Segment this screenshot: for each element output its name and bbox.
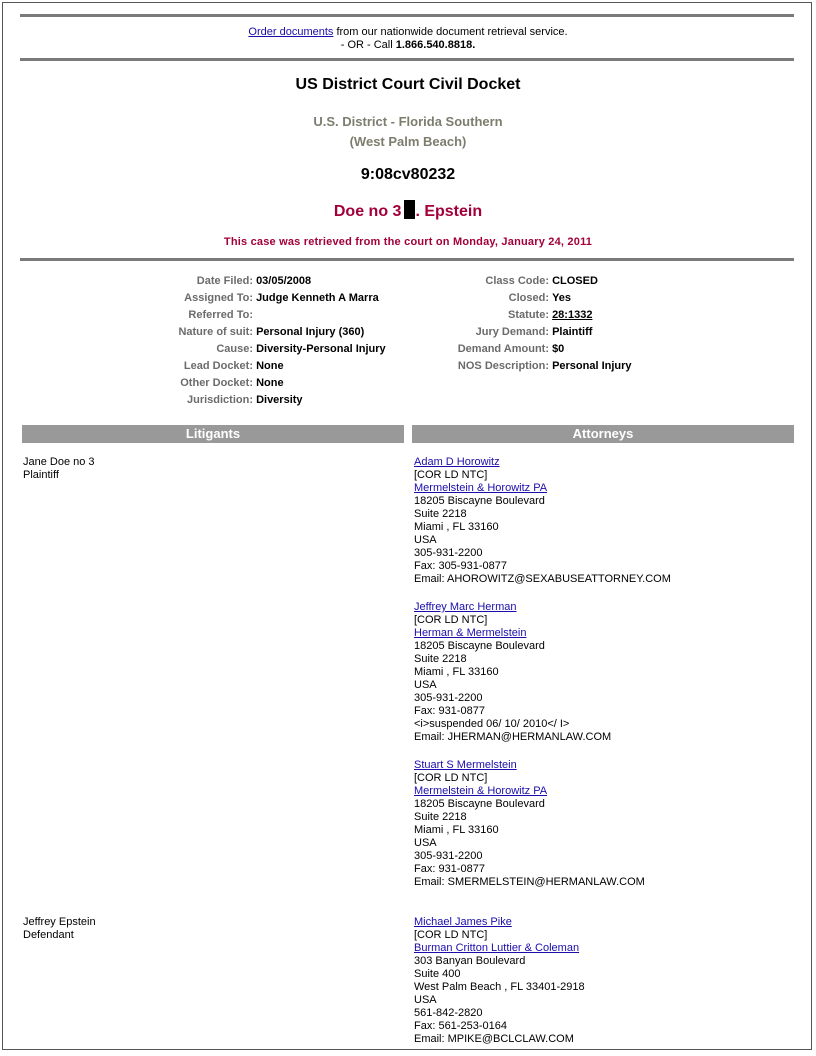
attorney-suite: Suite 400 [414, 968, 461, 980]
court-line-1: U.S. District - Florida Southern [313, 114, 503, 129]
litigant-plaintiff [23, 456, 95, 482]
case-name-after: . Epstein [415, 203, 483, 220]
attorney-email: Email: AHOROWITZ@SEXABUSEATTORNEY.COM [414, 573, 671, 585]
case-info-right [430, 273, 632, 375]
info-value: Personal Injury (360) [256, 326, 365, 338]
attorney-email: Email: MPIKE@BCLCLAW.COM [414, 1033, 574, 1045]
info-label: Other Docket: [180, 377, 253, 389]
attorney-city: West Palm Beach , FL 33401-2918 [414, 981, 585, 993]
attorney-name-link[interactable]: Adam D Horowitz [414, 456, 500, 468]
litigant-defendant [23, 916, 96, 942]
info-value: Judge Kenneth A Marra [256, 292, 379, 304]
info-row-date-filed [150, 273, 386, 290]
info-row-jury-demand [430, 324, 632, 341]
info-row-cause [150, 341, 386, 358]
attorney-block [414, 456, 671, 586]
info-value: Diversity-Personal Injury [256, 343, 386, 355]
attorney-city: Miami , FL 33160 [414, 824, 499, 836]
attorney-address: 18205 Biscayne Boulevard [414, 495, 545, 507]
attorney-name-link[interactable]: Jeffrey Marc Herman [414, 601, 517, 613]
info-value: Personal Injury [552, 360, 632, 372]
info-row-demand-amount [430, 341, 632, 358]
attorney-phone: 305-931-2200 [414, 850, 483, 862]
order-notice-text: from our nationwide document retrieval service. [333, 26, 568, 38]
info-label: Demand Amount: [457, 343, 549, 355]
info-row-lead-docket [150, 358, 386, 375]
attorney-block [414, 916, 585, 1046]
attorney-phone: 561-842-2820 [414, 1007, 483, 1019]
attorney-phone: 305-931-2200 [414, 692, 483, 704]
top-divider [20, 14, 794, 17]
info-value: None [256, 360, 284, 372]
attorney-country: USA [414, 534, 437, 546]
court-name [0, 112, 816, 152]
info-row-nos-description [430, 358, 632, 375]
info-row-assigned-to [150, 290, 386, 307]
info-label: Assigned To: [184, 292, 253, 304]
info-value: 03/05/2008 [256, 275, 312, 287]
order-phone: 1.866.540.8818. [395, 39, 476, 51]
litigant-name: Jane Doe no 3 [23, 456, 95, 468]
info-label: Jury Demand: [475, 326, 549, 338]
docket-title: US District Court Civil Docket [295, 76, 521, 93]
info-label: Referred To: [188, 309, 253, 321]
order-notice-or: - OR - Call [340, 39, 396, 51]
attorney-fax: Fax: 561-253-0164 [414, 1020, 507, 1032]
info-label: Class Code: [485, 275, 549, 287]
info-value: CLOSED [552, 275, 598, 287]
attorney-block [414, 759, 645, 889]
info-label: Statute: [508, 309, 549, 321]
attorney-email: Email: JHERMAN@HERMANLAW.COM [414, 731, 612, 743]
info-label: Date Filed: [196, 275, 253, 287]
litigant-role: Plaintiff [23, 469, 59, 481]
info-label: Cause: [216, 343, 253, 355]
attorney-country: USA [414, 837, 437, 849]
attorney-phone: 305-931-2200 [414, 547, 483, 559]
court-line-2: (West Palm Beach) [349, 134, 467, 149]
attorney-country: USA [414, 679, 437, 691]
info-row-jurisdiction [150, 392, 386, 409]
attorney-note: <i>suspended 06/ 10/ 2010</ I> [414, 718, 570, 730]
attorney-country: USA [414, 994, 437, 1006]
attorney-fax: Fax: 931-0877 [414, 705, 485, 717]
attorney-suite: Suite 2218 [414, 811, 467, 823]
attorney-address: 18205 Biscayne Boulevard [414, 640, 545, 652]
order-documents-link[interactable]: Order documents [248, 26, 334, 38]
document-frame [2, 2, 812, 1050]
info-label: Nature of suit: [178, 326, 253, 338]
attorney-designation: [COR LD NTC] [414, 772, 488, 784]
attorneys-header: Attorneys [412, 425, 794, 443]
attorney-designation: [COR LD NTC] [414, 614, 488, 626]
attorney-firm-link[interactable]: Mermelstein & Horowitz PA [414, 482, 548, 494]
attorney-firm-link[interactable]: Mermelstein & Horowitz PA [414, 785, 548, 797]
info-row-statute [430, 307, 632, 324]
attorney-suite: Suite 2218 [414, 653, 467, 665]
case-name-before: Doe no 3 [333, 203, 402, 220]
info-value: Diversity [256, 394, 303, 406]
attorney-city: Miami , FL 33160 [414, 521, 499, 533]
litigant-role: Defendant [23, 929, 74, 941]
attorney-email: Email: SMERMELSTEIN@HERMANLAW.COM [414, 876, 645, 888]
info-label: Lead Docket: [183, 360, 253, 372]
case-info-left [150, 273, 386, 409]
attorney-fax: Fax: 305-931-0877 [414, 560, 507, 572]
attorney-designation: [COR LD NTC] [414, 929, 488, 941]
attorney-designation: [COR LD NTC] [414, 469, 488, 481]
retrieved-notice: This case was retrieved from the court on Monday, January 24, 2011 [223, 236, 593, 248]
info-label: NOS Description: [457, 360, 549, 372]
redaction-block [404, 200, 415, 219]
info-row-other-docket [150, 375, 386, 392]
case-name [0, 200, 816, 221]
attorney-city: Miami , FL 33160 [414, 666, 499, 678]
attorney-address: 303 Banyan Boulevard [414, 955, 526, 967]
order-notice [0, 26, 816, 52]
header-divider [20, 58, 794, 61]
statute-link[interactable]: 28:1332 [552, 309, 593, 321]
case-number: 9:08cv80232 [360, 166, 456, 183]
attorney-name-link[interactable]: Stuart S Mermelstein [414, 759, 517, 771]
attorney-firm-link[interactable]: Herman & Mermelstein [414, 627, 527, 639]
info-label: Closed: [508, 292, 549, 304]
info-value: None [256, 377, 284, 389]
info-label: Jurisdiction: [186, 394, 253, 406]
info-row-closed [430, 290, 632, 307]
info-row-referred-to [150, 307, 386, 324]
info-row-nature-of-suit [150, 324, 386, 341]
attorney-address: 18205 Biscayne Boulevard [414, 798, 545, 810]
info-divider [20, 258, 794, 261]
info-value: Yes [552, 292, 572, 304]
info-row-class-code [430, 273, 632, 290]
litigant-name: Jeffrey Epstein [23, 916, 96, 928]
attorney-firm-link[interactable]: Burman Critton Luttier & Coleman [414, 942, 580, 954]
info-value: $0 [552, 343, 565, 355]
attorney-block [414, 601, 611, 744]
litigants-header: Litigants [22, 425, 404, 443]
attorney-suite: Suite 2218 [414, 508, 467, 520]
attorney-name-link[interactable]: Michael James Pike [414, 916, 512, 928]
attorney-fax: Fax: 931-0877 [414, 863, 485, 875]
info-value: Plaintiff [552, 326, 593, 338]
